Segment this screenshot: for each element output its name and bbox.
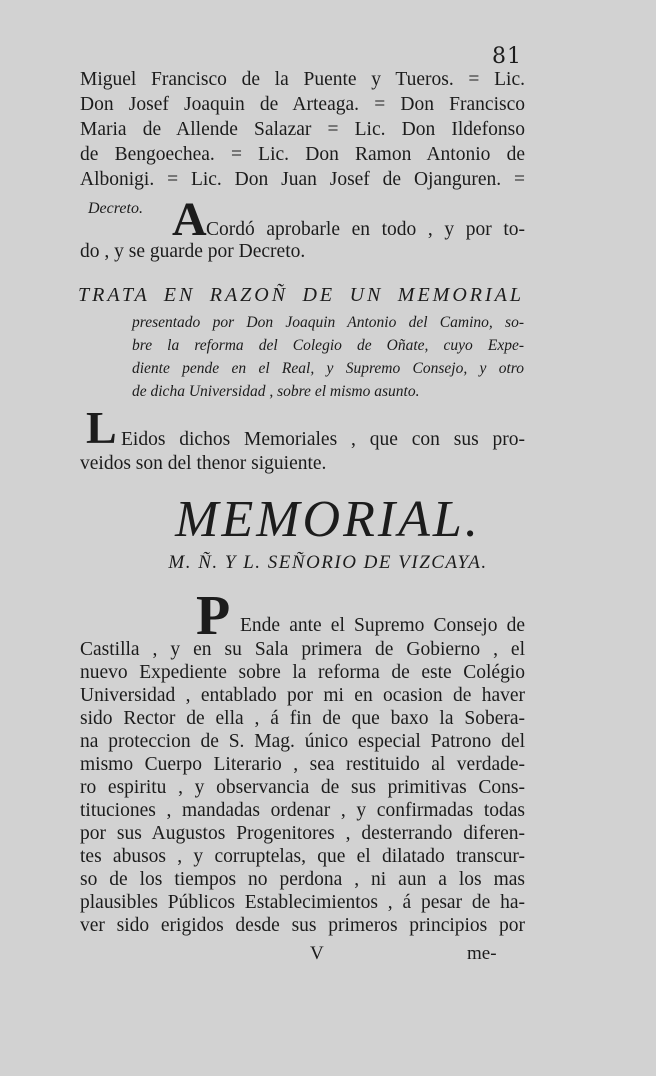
decreto-dropcap: A (172, 193, 207, 246)
body-line: tituciones , mandadas ordenar , y confirmadas todas (80, 800, 525, 821)
body-line: na proteccion de S. Mag. único especial Patrono del (80, 731, 525, 752)
body-line: ro espiritu , y observancia de sus primitivas Cons- (80, 777, 525, 798)
signature-mark: V (310, 943, 324, 964)
heading-subline: presentado por Don Joaquin Antonio del Camino, so- (132, 314, 524, 331)
opening-line: Albonigi. = Lic. Don Juan Josef de Ojanguren. = (80, 169, 525, 190)
body-line: por sus Augustos Progenitores , desterrando diferen- (80, 823, 525, 844)
opening-line: Don Josef Joaquin de Arteaga. = Don Francisco (80, 94, 525, 115)
page-number: 81 (492, 44, 522, 69)
opening-line: de Bengoechea. = Lic. Don Ramon Antonio de (80, 144, 525, 165)
body-line: plausibles Públicos Establecimientos , á pesar de ha- (80, 892, 525, 913)
decreto-line: Cordó aprobarle en todo , y por to- (206, 219, 525, 240)
heading-subline: diente pende en el Real, y Supremo Consejo, y otro (132, 360, 524, 377)
leidos-line: Eidos dichos Memoriales , que con sus pro- (121, 429, 525, 450)
body-line: so de los tiempos no perdona , ni aun a los mas (80, 869, 525, 890)
body-line: tes abusos , y corruptelas, que el dilatado transcur- (80, 846, 525, 867)
heading-subline: bre la reforma del Colegio de Oñate, cuyo Expe- (132, 337, 524, 354)
body-line: nuevo Expediente sobre la reforma de este Colégio (80, 662, 525, 683)
leidos-line: veidos son del thenor siguiente. (80, 453, 327, 474)
body-line: Universidad , entablado por mi en ocasion de haver (80, 685, 525, 706)
body-line: Castilla , y en su Sala primera de Gobierno , el (80, 639, 525, 660)
section-heading: TRATA EN RAZOÑ DE UN MEMORIAL (78, 284, 524, 306)
body-dropcap: P (196, 585, 231, 647)
memorial-title: MEMORIAL. (175, 491, 481, 548)
opening-line: Miguel Francisco de la Puente y Tueros. = Lic. (80, 69, 525, 90)
memorial-subtitle: M. Ñ. Y L. SEÑORIO DE VIZCAYA. (168, 552, 488, 573)
decreto-line: do , y se guarde por Decreto. (80, 241, 306, 262)
catchword: me- (467, 943, 497, 964)
leidos-dropcap: L (86, 402, 117, 453)
body-first-line: Ende ante el Supremo Consejo de (240, 615, 525, 636)
body-line: sido Rector de ella , á fin de que baxo la Sobera- (80, 708, 525, 729)
body-line: mismo Cuerpo Literario , sea restituido al verdade- (80, 754, 525, 775)
body-line: ver sido erigidos desde sus primeros principios por (80, 915, 525, 936)
decreto-margin-label: Decreto. (88, 200, 143, 217)
heading-subline: de dicha Universidad , sobre el mismo asunto. (132, 383, 420, 400)
opening-line: Maria de Allende Salazar = Lic. Don Ildefonso (80, 119, 525, 140)
